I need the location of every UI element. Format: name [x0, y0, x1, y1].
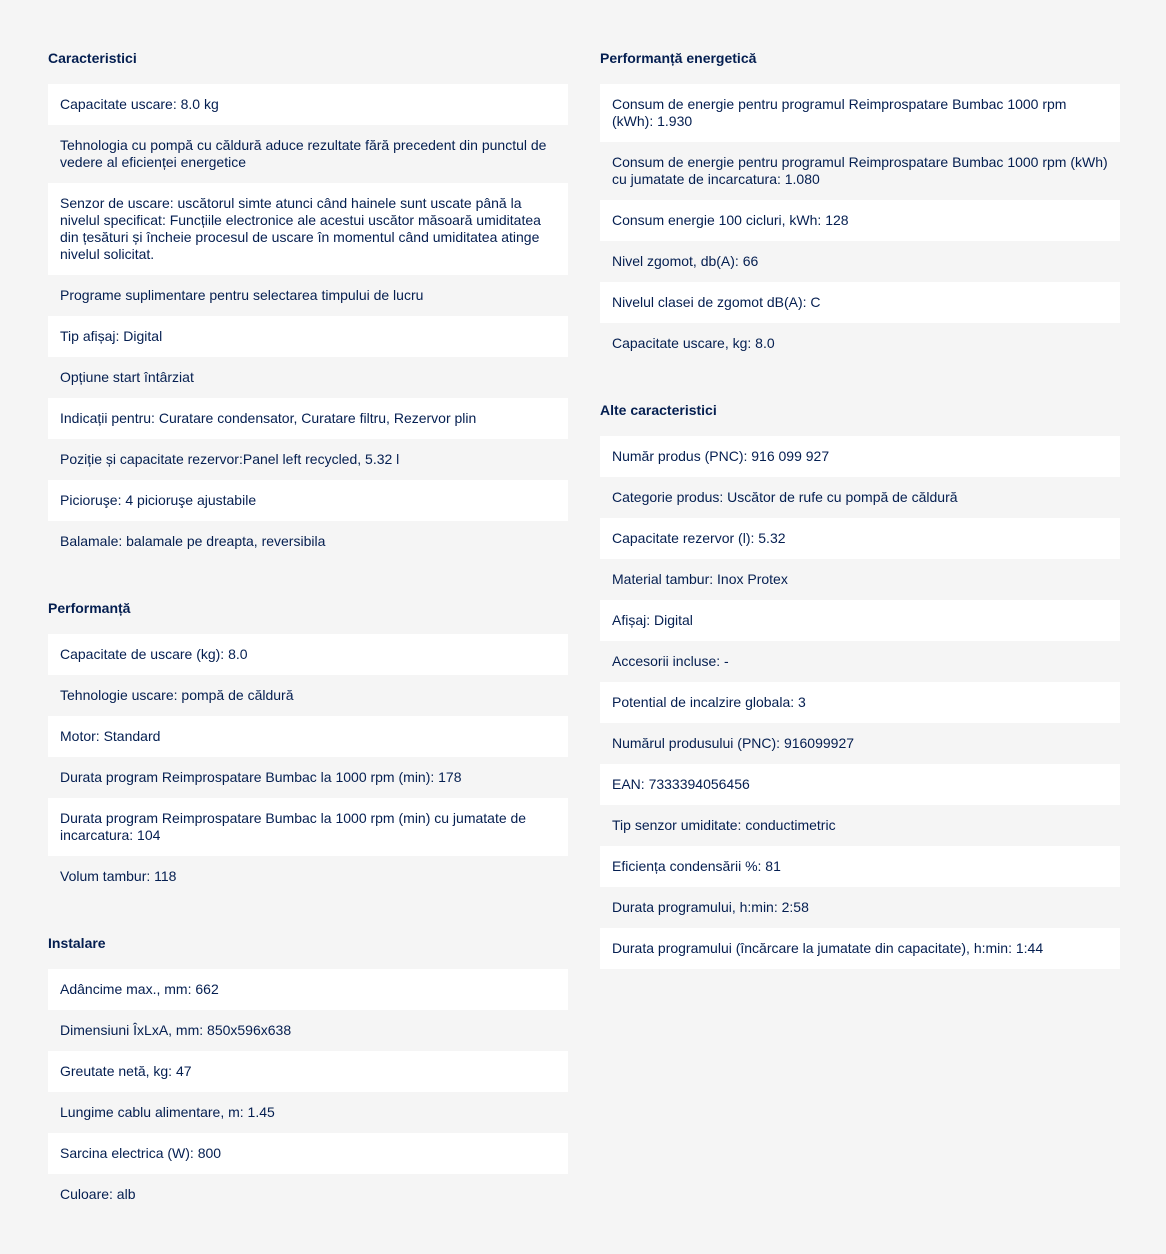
section-performanta-energetica	[600, 50, 1120, 364]
spec-list	[600, 436, 1120, 969]
spec-row: Afișaj: Digital	[600, 600, 1120, 641]
spec-row: Capacitate uscare, kg: 8.0	[600, 323, 1120, 364]
spec-row: Balamale: balamale pe dreapta, reversibila	[48, 521, 568, 562]
spec-row: Material tambur: Inox Protex	[600, 559, 1120, 600]
section-title: Performanță energetică	[600, 50, 757, 66]
spec-row: Programe suplimentare pentru selectarea timpului de lucru	[48, 275, 568, 316]
spec-row: Picioruşe: 4 picioruşe ajustabile	[48, 480, 568, 521]
spec-list	[48, 634, 568, 897]
spec-list	[48, 969, 568, 1215]
section-title: Instalare	[48, 935, 106, 951]
spec-row: Consum de energie pentru programul Reimprospatare Bumbac 1000 rpm (kWh): 1.930	[600, 84, 1120, 142]
section-title: Alte caracteristici	[600, 402, 717, 418]
section-instalare	[48, 935, 568, 1215]
section-alte-caracteristici	[600, 402, 1120, 969]
spec-list	[48, 84, 568, 562]
spec-row: Tip afișaj: Digital	[48, 316, 568, 357]
spec-row: EAN: 7333394056456	[600, 764, 1120, 805]
spec-row: Lungime cablu alimentare, m: 1.45	[48, 1092, 568, 1133]
spec-row: Durata program Reimprospatare Bumbac la 1000 rpm (min) cu jumatate de incarcatura: 104	[48, 798, 568, 856]
spec-row: Număr produs (PNC): 916 099 927	[600, 436, 1120, 477]
spec-row: Categorie produs: Uscător de rufe cu pompă de căldură	[600, 477, 1120, 518]
spec-row: Greutate netă, kg: 47	[48, 1051, 568, 1092]
spec-row: Dimensiuni ÎxLxA, mm: 850x596x638	[48, 1010, 568, 1051]
right-column	[600, 50, 1120, 1007]
section-title: Performanță	[48, 600, 131, 616]
spec-row: Volum tambur: 118	[48, 856, 568, 897]
spec-row: Durata programului, h:min: 2:58	[600, 887, 1120, 928]
spec-row: Tip senzor umiditate: conductimetric	[600, 805, 1120, 846]
section-performanta	[48, 600, 568, 897]
spec-row: Durata programului (încărcare la jumatate din capacitate), h:min: 1:44	[600, 928, 1120, 969]
spec-row: Capacitate de uscare (kg): 8.0	[48, 634, 568, 675]
spec-row: Tehnologia cu pompă cu căldură aduce rezultate fără precedent din punctul de vedere al eficienței energetice	[48, 125, 568, 183]
spec-row: Durata program Reimprospatare Bumbac la 1000 rpm (min): 178	[48, 757, 568, 798]
spec-row: Capacitate rezervor (l): 5.32	[600, 518, 1120, 559]
spec-row: Eficiența condensării %: 81	[600, 846, 1120, 887]
spec-row: Accesorii incluse: -	[600, 641, 1120, 682]
spec-list	[600, 84, 1120, 364]
spec-row: Nivelul clasei de zgomot dB(A): C	[600, 282, 1120, 323]
spec-row: Numărul produsului (PNC): 916099927	[600, 723, 1120, 764]
spec-row: Tehnologie uscare: pompă de căldură	[48, 675, 568, 716]
spec-row: Culoare: alb	[48, 1174, 568, 1215]
spec-row: Opțiune start întârziat	[48, 357, 568, 398]
spec-row: Nivel zgomot, db(A): 66	[600, 241, 1120, 282]
spec-row: Potential de incalzire globala: 3	[600, 682, 1120, 723]
section-caracteristici	[48, 50, 568, 562]
left-column	[48, 50, 568, 1253]
spec-row: Motor: Standard	[48, 716, 568, 757]
spec-row: Consum de energie pentru programul Reimprospatare Bumbac 1000 rpm (kWh) cu jumatate de incarcatura: 1.080	[600, 142, 1120, 200]
spec-row: Sarcina electrica (W): 800	[48, 1133, 568, 1174]
spec-row: Senzor de uscare: uscătorul simte atunci când hainele sunt uscate până la nivelul specificat: Funcțiile electronice ale acestui uscător măsoară umiditatea din țesături și încheie procesul de uscare în momentul când umiditatea atinge nivelul solicitat.	[48, 183, 568, 275]
spec-row: Poziție și capacitate rezervor:Panel left recycled, 5.32 l	[48, 439, 568, 480]
spec-row: Indicații pentru: Curatare condensator, Curatare filtru, Rezervor plin	[48, 398, 568, 439]
spec-row: Adâncime max., mm: 662	[48, 969, 568, 1010]
spec-row: Consum energie 100 cicluri, kWh: 128	[600, 200, 1120, 241]
section-title: Caracteristici	[48, 50, 137, 66]
spec-row: Capacitate uscare: 8.0 kg	[48, 84, 568, 125]
